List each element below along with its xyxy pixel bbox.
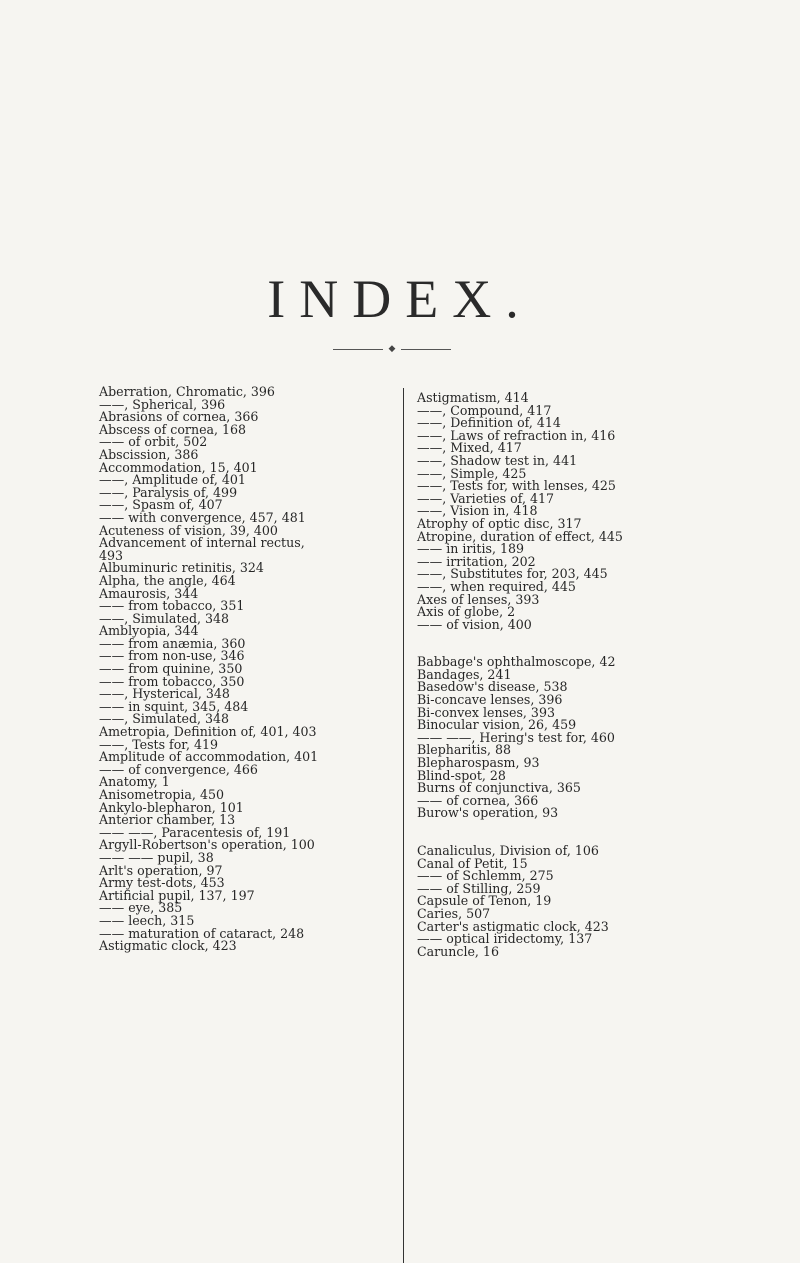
index-entry: Acuteness of vision, 39, 400 (99, 522, 278, 538)
index-entry: Amplitude of accommodation, 401 (99, 749, 319, 765)
index-entry: —— of Stilling, 259 (417, 880, 541, 896)
index-entry: Carter's astigmatic clock, 423 (417, 918, 609, 934)
index-entry: ——, Mixed, 417 (417, 440, 522, 456)
index-entry: Arlt's operation, 97 (99, 862, 223, 878)
index-entry: Argyll-Robertson's operation, 100 (99, 837, 315, 853)
index-entry: Bandages, 241 (417, 666, 512, 682)
index-entry: ——, Simulated, 348 (99, 610, 230, 626)
index-entry: Caruncle, 16 (417, 943, 499, 959)
index-entry: Capsule of Tenon, 19 (417, 893, 552, 909)
ornament-diamond-icon: ◆ (388, 344, 396, 354)
index-entry: ——, Shadow test in, 441 (417, 452, 578, 468)
index-entry: —— ——, Paracentesis of, 191 (99, 824, 291, 840)
index-entry: Amaurosis, 344 (99, 585, 199, 601)
index-entry: Bi-convex lenses, 393 (417, 704, 555, 720)
index-group-c (417, 845, 717, 958)
index-group-b (417, 656, 717, 820)
index-entry: ——, Simulated, 348 (99, 711, 230, 727)
ornament-rule-left (333, 349, 383, 350)
index-entry: Aberration, Chromatic, 396 (99, 384, 275, 399)
index-entry: Accommodation, 15, 401 (99, 459, 258, 475)
index-entry: —— from tobacco, 351 (99, 598, 245, 614)
index-entry: Abscission, 386 (99, 446, 199, 462)
index-entry: —— of cornea, 366 (417, 792, 539, 808)
group-gap (417, 820, 717, 845)
index-entry: ——, Tests for, with lenses, 425 (417, 478, 616, 494)
index-entry: —— of orbit, 502 (99, 434, 208, 450)
index-entry: Albuminuric retinitis, 324 (99, 560, 264, 576)
index-entry: Atrophy of optic disc, 317 (417, 515, 582, 531)
index-entry: ——, Hysterical, 348 (99, 686, 230, 702)
index-entry: —— optical iridectomy, 137 (417, 931, 593, 947)
title-ornament (333, 346, 451, 354)
index-entry: Axis of globe, 2 (417, 604, 516, 620)
index-entry: Atropine, duration of effect, 445 (417, 528, 623, 544)
index-entry: Blepharitis, 88 (417, 742, 512, 758)
index-entry: ——, Varieties of, 417 (417, 490, 554, 506)
index-entry: Blind-spot, 28 (417, 767, 506, 783)
index-entry: —— from anæmia, 360 (99, 635, 246, 651)
index-entry: ——, Laws of refraction in, 416 (417, 427, 616, 443)
ornament-rule-right (401, 349, 451, 350)
index-entry: —— of convergence, 466 (99, 761, 258, 777)
index-group-a (417, 392, 717, 631)
index-entry: ——, Amplitude of, 401 (99, 472, 246, 488)
index-entry: Anisometropia, 450 (99, 787, 224, 802)
index-entry: ——, Simple, 425 (417, 465, 527, 481)
index-entry: Ankylo-blepharon, 101 (99, 799, 244, 815)
index-entry: —— maturation of cataract, 248 (99, 925, 305, 941)
index-entry: ——, when required, 445 (417, 578, 576, 594)
index-column-left (99, 386, 399, 953)
index-entry: Astigmatism, 414 (417, 390, 529, 405)
index-entry: Blepharospasm, 93 (417, 755, 540, 771)
index-entry: —— eye, 385 (99, 900, 183, 916)
index-entry: ——, Substitutes for, 203, 445 (417, 566, 608, 582)
index-entry: ——, Vision in, 418 (417, 503, 538, 519)
column-divider (403, 388, 404, 1263)
index-entry: Canal of Petit, 15 (417, 855, 528, 871)
index-entry: Binocular vision, 26, 459 (417, 717, 577, 733)
index-entry: 493 (99, 547, 124, 563)
index-entry: —— of Schlemm, 275 (417, 868, 554, 884)
index-entry: —— —— pupil, 38 (99, 849, 214, 865)
index-entry: Bi-concave lenses, 396 (417, 692, 563, 708)
index-entry: —— irritation, 202 (417, 553, 536, 569)
index-entry: Astigmatic clock, 423 (99, 938, 237, 954)
index-entry: Canaliculus, Division of, 106 (417, 843, 599, 858)
index-column-right (417, 392, 717, 958)
page-title: INDEX. (267, 269, 533, 329)
index-entry: Anatomy, 1 (99, 774, 170, 790)
index-entry: —— in iritis, 189 (417, 541, 525, 557)
index-entry: ——, Spherical, 396 (99, 396, 226, 412)
index-entry: Axes of lenses, 393 (417, 591, 540, 607)
index-entry: Advancement of internal rectus, (99, 535, 305, 551)
index-entry: —— ——, Hering's test for, 460 (417, 729, 615, 745)
index-entry: Abscess of cornea, 168 (99, 421, 247, 437)
index-entry: —— leech, 315 (99, 912, 195, 928)
index-entry: ——, Compound, 417 (417, 402, 552, 418)
index-entry: —— from tobacco, 350 (99, 673, 245, 689)
index-entry: Caries, 507 (417, 905, 491, 921)
index-entry: Alpha, the angle, 464 (99, 572, 236, 588)
index-entry: —— with convergence, 457, 481 (99, 509, 306, 525)
index-entry: Burow's operation, 93 (417, 805, 559, 821)
index-entry: Basedow's disease, 538 (417, 679, 568, 695)
index-entry: —— from non-use, 346 (99, 648, 245, 664)
index-entry: Babbage's ophthalmoscope, 42 (417, 654, 616, 670)
group-gap (417, 631, 717, 656)
index-entry: Army test-dots, 453 (99, 875, 225, 891)
index-entry: Amblyopia, 344 (99, 623, 199, 639)
index-entry: Abrasions of cornea, 366 (99, 409, 259, 425)
index-entry: Burns of conjunctiva, 365 (417, 780, 581, 796)
index-entry: —— of vision, 400 (417, 616, 532, 632)
index-entry: Anterior chamber, 13 (99, 812, 236, 828)
index-entry: Ametropia, Definition of, 401, 403 (99, 724, 317, 740)
index-entry: ——, Definition of, 414 (417, 415, 561, 431)
index-entry: ——, Spasm of, 407 (99, 497, 223, 513)
index-entry: Artificial pupil, 137, 197 (99, 887, 255, 903)
index-entry: —— in squint, 345, 484 (99, 698, 249, 714)
index-entry: ——, Paralysis of, 499 (99, 484, 238, 500)
index-entry: —— from quinine, 350 (99, 661, 243, 677)
index-entry: ——, Tests for, 419 (99, 736, 218, 752)
